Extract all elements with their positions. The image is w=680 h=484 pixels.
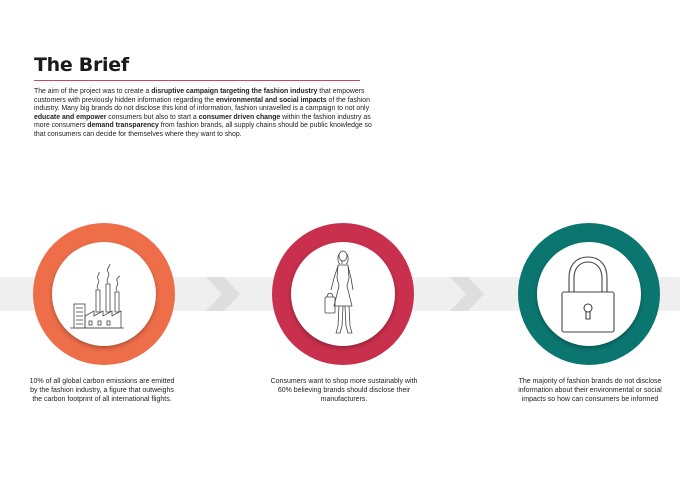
title-underline <box>34 80 360 81</box>
body-text: consumers but also to start a <box>106 113 199 121</box>
body-text: within the fashion industry as more consumers <box>34 113 371 130</box>
body-text: of the fashion industry. Many big brands do not disclose this kind of information, fashion unravelled is a campaign to not only <box>34 96 370 113</box>
emphasis-text: demand transparency <box>87 122 159 130</box>
fact-circle-disclosure <box>518 223 660 365</box>
chevron-arrow-icon <box>202 277 242 311</box>
icon-disc <box>291 242 395 346</box>
fact-circle-emissions <box>33 223 175 365</box>
emphasis-text: disruptive campaign targeting the fashion industry <box>151 88 318 95</box>
body-text: The aim of the project was to create a <box>34 88 152 95</box>
icon-disc <box>537 242 641 346</box>
fact-circle-consumers <box>272 223 414 365</box>
factory-icon <box>52 242 156 346</box>
emphasis-text: educate and empower <box>34 113 107 121</box>
chevron-arrow-icon <box>446 277 486 311</box>
brief-paragraph <box>34 88 374 140</box>
fact-caption-emissions: 10% of all global carbon emissions are emitted by the fashion industry, a figure that outweighs the carbon footprint of all international flights. <box>29 378 175 403</box>
icon-disc <box>52 242 156 346</box>
body-text: from fashion brands, all supply chains should be public knowledge so that consumers can decide for themselves where they want to shop. <box>34 122 372 138</box>
fact-caption-disclosure: The majority of fashion brands do not disclose information about their environmental or social impacts so how can consumers be informed <box>518 378 662 403</box>
shopper-icon <box>291 242 395 346</box>
body-text: that empowers customers with previously hidden information regarding the <box>34 88 365 104</box>
page-title: The Brief <box>34 54 129 76</box>
emphasis-text: consumer driven change <box>198 113 281 121</box>
padlock-icon <box>537 242 641 346</box>
fact-caption-consumers: Consumers want to shop more sustainably with 60% believing brands should disclose their manufacturers. <box>270 378 418 403</box>
emphasis-text: environmental and social impacts <box>215 96 327 104</box>
